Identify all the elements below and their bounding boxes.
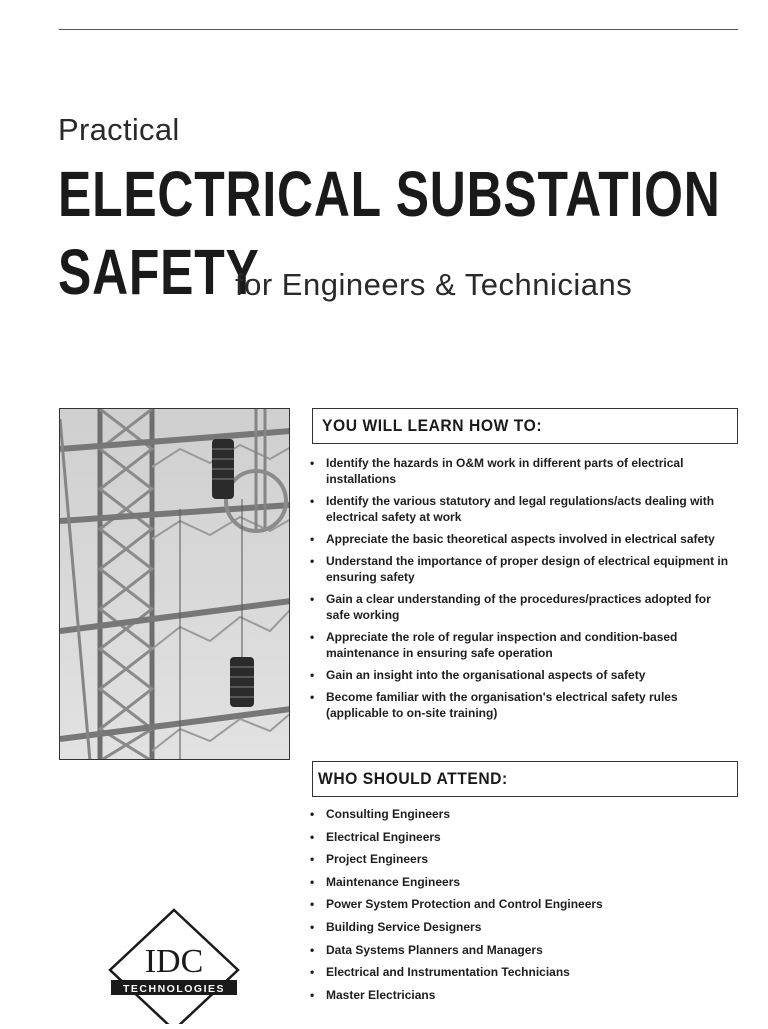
attend-section-header <box>312 761 738 797</box>
learn-heading: YOU WILL LEARN HOW TO: <box>322 416 543 435</box>
list-item: • Gain a clear understanding of the procedures/practices adopted for safe working <box>310 591 730 623</box>
title-line-2: SAFETY <box>58 236 260 308</box>
attend-list <box>310 806 730 1009</box>
attend-heading: WHO SHOULD ATTEND: <box>318 769 508 788</box>
list-item: • Project Engineers <box>310 851 730 867</box>
substation-photo <box>59 408 290 760</box>
list-item: • Electrical Engineers <box>310 829 730 845</box>
list-item: • Identify the various statutory and legal regulations/acts dealing with electrical safety at work <box>310 493 730 525</box>
pre-title: Practical <box>58 112 180 147</box>
list-item: • Become familiar with the organisation's electrical safety rules (applicable to on-site training) <box>310 689 730 721</box>
list-item: • Appreciate the role of regular inspection and condition-based maintenance in ensuring safe operation <box>310 629 730 661</box>
list-item: • Gain an insight into the organisational aspects of safety <box>310 667 730 683</box>
list-item: • Identify the hazards in O&M work in different parts of electrical installations <box>310 455 730 487</box>
list-item: • Data Systems Planners and Managers <box>310 942 730 958</box>
title-line-1: ELECTRICAL SUBSTATION <box>58 158 721 230</box>
list-item: • Consulting Engineers <box>310 806 730 822</box>
logo-name: IDC <box>144 943 204 980</box>
list-item: • Appreciate the basic theoretical aspects involved in electrical safety <box>310 531 730 547</box>
logo-tagline: TECHNOLOGIES <box>122 983 226 995</box>
list-item: • Building Service Designers <box>310 919 730 935</box>
list-item: • Master Electricians <box>310 987 730 1003</box>
top-rule <box>59 29 738 30</box>
list-item: • Maintenance Engineers <box>310 874 730 890</box>
list-item: • Electrical and Instrumentation Technicians <box>310 964 730 980</box>
idc-logo <box>108 908 240 1024</box>
learn-section-header <box>312 408 738 444</box>
subtitle: for Engineers & Technicians <box>235 267 633 302</box>
learn-list <box>310 455 730 727</box>
list-item: • Understand the importance of proper design of electrical equipment in ensuring safety <box>310 553 730 585</box>
list-item: • Power System Protection and Control Engineers <box>310 896 730 912</box>
